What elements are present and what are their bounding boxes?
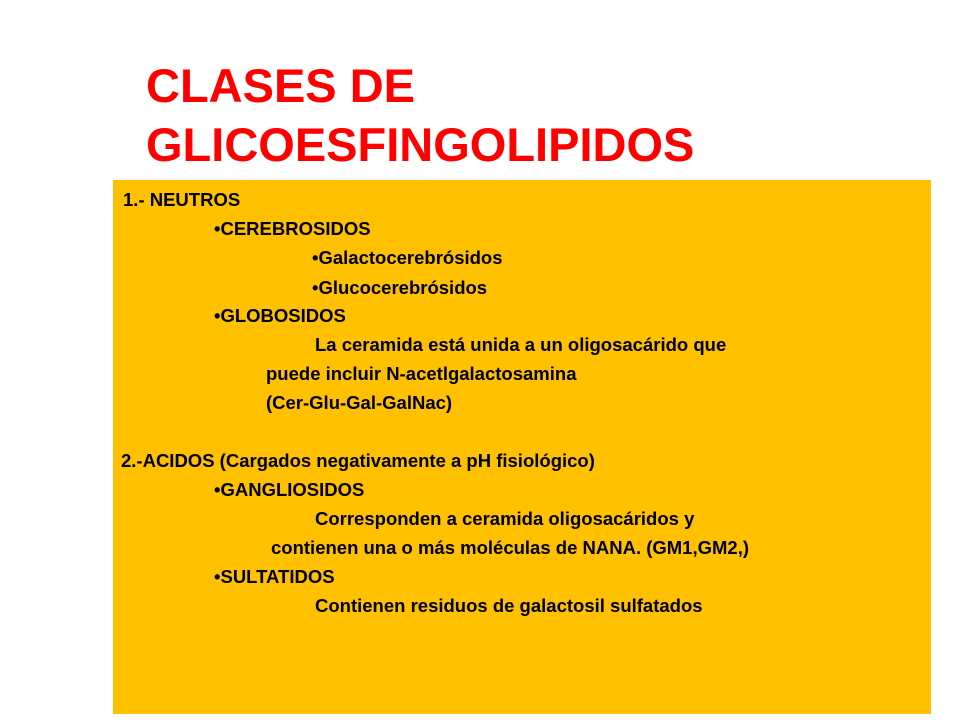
acidos-heading: 2.-ACIDOS (Cargados negativamente a pH fisiológico): [121, 450, 595, 471]
gangliosidos-description-line-1: Corresponden a ceramida oligosacáridos y: [315, 508, 695, 529]
slide-title-line-1: CLASES DE: [146, 59, 415, 112]
galactocerebrosidos-item: •Galactocerebrósidos: [312, 247, 503, 268]
gangliosidos-description-line-2: contienen una o más moléculas de NANA. (GM1,GM2,): [271, 537, 750, 558]
content-box: [113, 180, 931, 714]
slide-title-line-2: GLICOESFINGOLIPIDOS: [146, 118, 695, 171]
globosidos-description-line-2: puede incluir N-acetlgalactosamina: [266, 363, 577, 384]
slide-title: [146, 56, 906, 174]
cerebrosidos-item: •CEREBROSIDOS: [214, 218, 371, 239]
gangliosidos-item: •GANGLIOSIDOS: [214, 479, 365, 500]
glucocerebrosidos-item: •Glucocerebrósidos: [312, 277, 488, 298]
neutros-heading: 1.- NEUTROS: [123, 189, 241, 210]
globosidos-description-line-3: (Cer-Glu-Gal-GalNac): [266, 392, 453, 413]
sultatidos-description: Contienen residuos de galactosil sulfatados: [315, 595, 703, 616]
globosidos-description-line-1: La ceramida está unida a un oligosacárido que: [315, 334, 727, 355]
sultatidos-item: •SULTATIDOS: [214, 566, 335, 587]
globosidos-item: •GLOBOSIDOS: [214, 305, 346, 326]
